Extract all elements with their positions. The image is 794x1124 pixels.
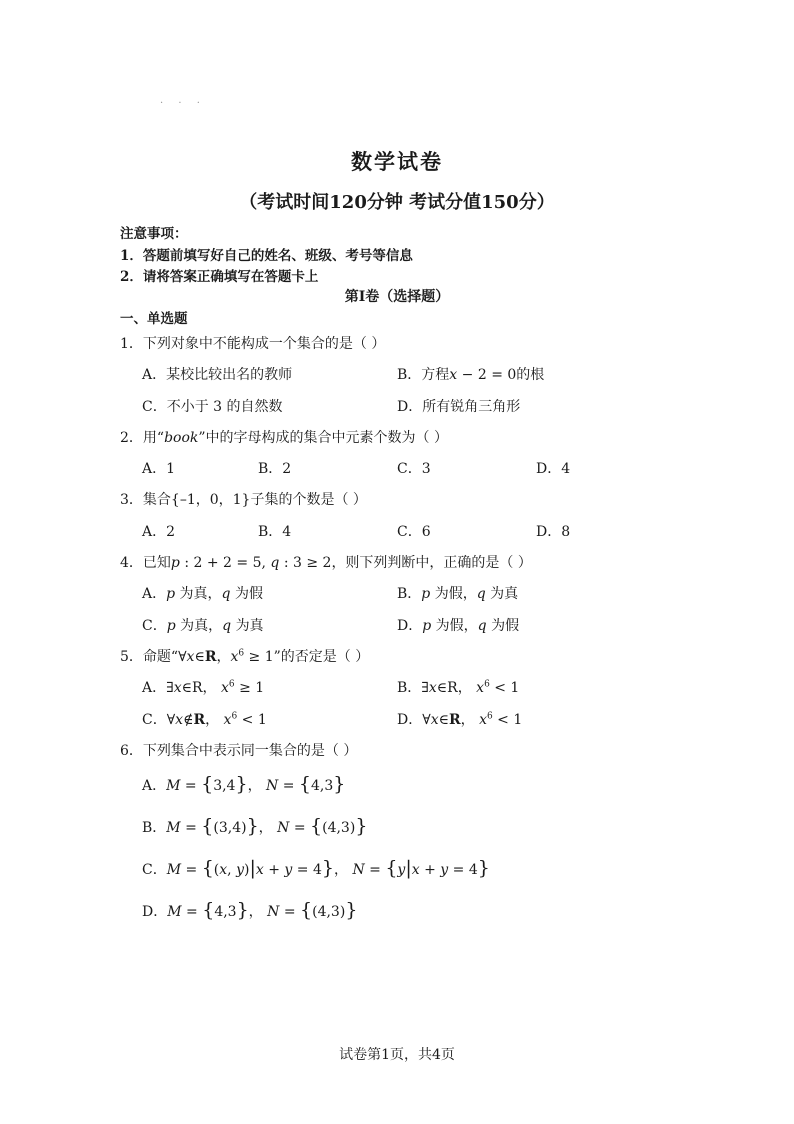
q6-option-d: D．M = {4,3}， N = {(4,3)}: [142, 899, 358, 921]
q4-option-d: D．p 为假，q 为假: [397, 618, 520, 634]
q6-option-a: A．M = {3,4}， N = {4,3}: [142, 773, 346, 795]
q3-option-d: D．8: [536, 524, 571, 540]
q1-option-b: B．方程x − 2 = 0的根: [397, 367, 545, 383]
q5-option-d: D．∀x∈R， $x^6 < 1$: [397, 711, 523, 728]
question-6-stem: 6．下列集合中表示同一集合的是（ ）: [120, 743, 358, 759]
q1-option-a: A．某校比较出名的教师: [142, 367, 293, 383]
q5-option-b: B．∃x∈R， $x^6 < 1$: [397, 679, 520, 696]
q2-option-d: D．4: [536, 461, 571, 477]
q3-option-c: C．6: [397, 524, 431, 540]
question-1-stem: 1．下列对象中不能构成一个集合的是（ ）: [120, 336, 386, 352]
q6-option-c: C．M = {(x, y)|x + y = 4}， N = {y|x + y = 4}: [142, 857, 490, 879]
page-footer: 试卷第1页，共4页: [339, 1047, 455, 1063]
q2-option-b: B．2: [258, 461, 292, 477]
q1-option-c: C．不小于 3 的自然数: [142, 399, 283, 415]
q4-option-c: C．p 为真，q 为真: [142, 618, 264, 634]
q2-option-a: A．1: [142, 461, 176, 477]
section-title: 第I卷（选择题）: [344, 289, 450, 305]
q5-option-c: C．∀x∉R， $x^6 < 1$: [142, 711, 267, 728]
q3-option-b: B．4: [258, 524, 292, 540]
q5-option-a: A．∃x∈R， $x^6 \ge 1$: [142, 679, 265, 696]
notice-item-2: 2．请将答案正确填写在答题卡上: [120, 269, 319, 285]
notice-item-1: 1．答题前填写好自己的姓名、班级、考号等信息: [120, 248, 413, 264]
exam-subtitle: （考试时间120分钟 考试分值150分）: [239, 192, 555, 213]
q1-option-d: D．所有锐角三角形: [397, 399, 521, 415]
notice-heading: 注意事项：: [120, 226, 188, 242]
question-3-stem: 3．集合{–1，0，1}子集的个数是（ ）: [120, 492, 367, 508]
q4-option-a: A．p 为真，q 为假: [142, 586, 263, 602]
q3-option-a: A．2: [142, 524, 176, 540]
question-5-stem: 5．命题“∀x∈R，$x^6 \ge 1$”的否定是（ ）: [120, 648, 370, 665]
question-2-stem: 2．用“book”中的字母构成的集合中元素个数为（ ）: [120, 430, 448, 446]
q4-option-b: B．p 为假，q 为真: [397, 586, 519, 602]
scan-specks: · · ·: [160, 98, 206, 109]
page-title: 数学试卷: [351, 149, 443, 174]
section-heading: 一、单选题: [120, 311, 188, 327]
question-4-stem: 4．已知p : 2 + 2 = 5, q : 3 ≥ 2，则下列判断中，正确的是（ ）: [120, 555, 532, 571]
q2-option-c: C．3: [397, 461, 431, 477]
q6-option-b: B．M = {(3,4)}， N = {(4,3)}: [142, 815, 368, 837]
